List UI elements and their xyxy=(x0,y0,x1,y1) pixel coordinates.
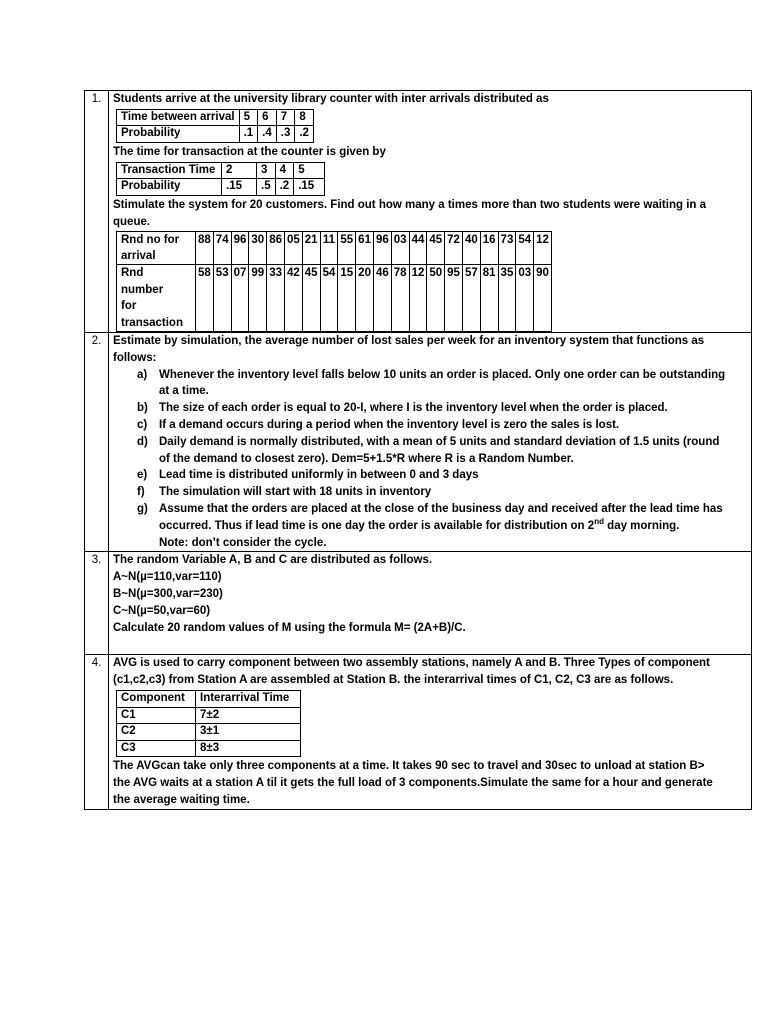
table-cell: 07 xyxy=(231,265,249,332)
table-cell: 3±1 xyxy=(196,724,301,741)
component-interarrival-table xyxy=(116,690,301,757)
table-cell: 8 xyxy=(295,109,314,126)
table-cell: 7 xyxy=(276,109,295,126)
table-row xyxy=(117,707,301,724)
table-cell: 5 xyxy=(294,162,325,179)
list-marker: f) xyxy=(137,486,145,499)
q1-task-line-1: Stimulate the system for 20 customers. Find out how many a times more than two students were waiting in a xyxy=(113,198,707,211)
table-cell: .2 xyxy=(295,126,314,143)
table-cell: 45 xyxy=(427,231,445,265)
list-text: day morning. xyxy=(603,519,680,532)
table-cell: .4 xyxy=(258,126,277,143)
list-text: Assume that the orders are placed at the close of the business day and received after the lead time has xyxy=(159,502,723,515)
table-cell: 5 xyxy=(239,109,258,126)
table-cell: 05 xyxy=(284,231,302,265)
table-cell: 73 xyxy=(498,231,516,265)
table-row xyxy=(117,690,301,707)
row-header-line: Rnd no for xyxy=(121,233,180,246)
table-row xyxy=(117,231,552,265)
q3-line: B~N(µ=300,var=230) xyxy=(113,587,223,600)
question-row-4 xyxy=(85,655,752,809)
row-header-line: transaction xyxy=(121,316,183,329)
table-cell: Probability xyxy=(117,126,240,143)
list-text: at a time. xyxy=(159,385,209,398)
table-cell: .1 xyxy=(239,126,258,143)
list-marker: d) xyxy=(137,435,148,448)
list-item xyxy=(113,400,745,417)
table-cell: 90 xyxy=(534,265,552,332)
list-marker: g) xyxy=(137,502,148,515)
table-cell: 42 xyxy=(284,265,302,332)
table-cell: 72 xyxy=(445,231,463,265)
list-item xyxy=(113,467,745,484)
list-text: Daily demand is normally distributed, with a mean of 5 units and standard deviation of 1.5 units (round xyxy=(159,435,720,448)
list-item xyxy=(113,501,745,551)
table-header: Component xyxy=(117,690,196,707)
table-cell: 58 xyxy=(196,265,214,332)
q3-line: A~N(µ=110,var=110) xyxy=(113,571,222,584)
row-header-line: for xyxy=(121,300,137,313)
q3-line: The random Variable A, B and C are distributed as follows. xyxy=(113,554,433,567)
table-cell: .5 xyxy=(257,179,276,196)
table-cell: 99 xyxy=(249,265,267,332)
table-cell: .15 xyxy=(294,179,325,196)
table-cell: .3 xyxy=(276,126,295,143)
table-cell: .15 xyxy=(222,179,257,196)
table-cell: C3 xyxy=(117,740,196,757)
q4-line: AVG is used to carry component between two assembly stations, namely A and B. Three Types of component xyxy=(113,657,710,670)
table-cell: 16 xyxy=(480,231,498,265)
table-cell: 53 xyxy=(213,265,231,332)
table-cell: 35 xyxy=(498,265,516,332)
q4-line: the average waiting time. xyxy=(113,793,250,806)
table-cell: Transaction Time xyxy=(117,162,222,179)
table-cell: C2 xyxy=(117,724,196,741)
q1-intro: Students arrive at the university library counter with inter arrivals distributed as xyxy=(113,93,549,105)
list-text: If a demand occurs during a period when the inventory level is zero the sales is lost. xyxy=(159,418,620,431)
list-marker: b) xyxy=(137,402,148,415)
list-text-with-superscript xyxy=(159,518,745,535)
list-text: Whenever the inventory level falls below 10 units an order is placed. Only one order can be outstanding xyxy=(159,368,726,381)
q4-line: The AVGcan take only three components at a time. It takes 90 sec to travel and 30sec to unload at station B> xyxy=(113,760,705,773)
table-cell: 6 xyxy=(258,109,277,126)
q3-line: Calculate 20 random values of M using the formula M= (2A+B)/C. xyxy=(113,621,466,634)
table-cell: 46 xyxy=(373,265,391,332)
q2-intro-line-2: follows: xyxy=(113,351,157,364)
question-row-1 xyxy=(85,91,752,333)
table-cell: 20 xyxy=(356,265,374,332)
table-cell: 03 xyxy=(516,265,534,332)
table-cell: 88 xyxy=(196,231,214,265)
list-item xyxy=(113,417,745,434)
row-header xyxy=(117,231,196,265)
table-cell: Probability xyxy=(117,179,222,196)
table-cell: 21 xyxy=(302,231,320,265)
table-row xyxy=(117,126,314,143)
question-1-content xyxy=(109,91,752,333)
table-row xyxy=(117,109,314,126)
question-2-content xyxy=(109,333,752,552)
table-cell: 33 xyxy=(267,265,285,332)
table-cell: 74 xyxy=(213,231,231,265)
question-number: 4. xyxy=(85,655,109,809)
table-cell: Time between arrival xyxy=(117,109,240,126)
q2-note: Note: don’t consider the cycle. xyxy=(159,536,327,549)
list-text: occurred. Thus if lead time is one day the order is available for distribution on 2 xyxy=(159,519,595,532)
q4-line: (c1,c2,c3) from Station A are assembled at Station B. the interarrival times of C1, C2, C3 are as follows. xyxy=(113,674,674,687)
table-cell: 78 xyxy=(391,265,409,332)
list-text: Lead time is distributed uniformly in between 0 and 3 days xyxy=(159,469,479,482)
table-row xyxy=(117,265,552,332)
table-cell: 95 xyxy=(445,265,463,332)
list-text: The simulation will start with 18 units in inventory xyxy=(159,486,432,499)
row-header-line: number xyxy=(121,283,164,296)
table-cell: 54 xyxy=(320,265,338,332)
q1-transaction-intro: The time for transaction at the counter is given by xyxy=(113,145,386,158)
question-number: 1. xyxy=(85,91,109,333)
table-row xyxy=(117,179,325,196)
table-cell: 2 xyxy=(222,162,257,179)
table-row xyxy=(117,162,325,179)
table-cell: .2 xyxy=(275,179,294,196)
arrival-distribution-table xyxy=(116,109,314,143)
list-item xyxy=(113,367,745,401)
table-cell: 03 xyxy=(391,231,409,265)
question-number: 2. xyxy=(85,333,109,552)
table-cell: 50 xyxy=(427,265,445,332)
table-row xyxy=(117,724,301,741)
table-cell: 7±2 xyxy=(196,707,301,724)
table-cell: 96 xyxy=(231,231,249,265)
q4-line: the AVG waits at a station A til it gets the full load of 3 components.Simulate the same for a hour and generate xyxy=(113,777,713,790)
question-table xyxy=(84,90,752,810)
list-item xyxy=(113,484,745,501)
table-cell: 30 xyxy=(249,231,267,265)
list-text: The size of each order is equal to 20-I, where I is the inventory level when the order is placed. xyxy=(159,402,668,415)
table-cell: 12 xyxy=(534,231,552,265)
table-header: Interarrival Time xyxy=(196,690,301,707)
q3-line: C~N(µ=50,var=60) xyxy=(113,604,211,617)
list-text: of the demand to closest zero). Dem=5+1.5*R where R is a Random Number. xyxy=(159,452,574,465)
table-cell: 57 xyxy=(462,265,480,332)
table-cell: 4 xyxy=(275,162,294,179)
table-cell: 44 xyxy=(409,231,427,265)
table-cell: 45 xyxy=(302,265,320,332)
q2-conditions-list xyxy=(113,367,745,552)
question-row-2 xyxy=(85,333,752,552)
list-marker: e) xyxy=(137,469,148,482)
random-number-table xyxy=(116,231,552,332)
table-cell: 11 xyxy=(320,231,338,265)
q1-task-line-2: queue. xyxy=(113,215,151,228)
row-header-line: Rnd xyxy=(121,267,144,280)
table-cell: C1 xyxy=(117,707,196,724)
list-marker: c) xyxy=(137,418,148,431)
table-cell: 61 xyxy=(356,231,374,265)
table-cell: 81 xyxy=(480,265,498,332)
table-cell: 12 xyxy=(409,265,427,332)
question-row-3 xyxy=(85,552,752,655)
question-number: 3. xyxy=(85,552,109,655)
list-marker: a) xyxy=(137,368,148,381)
question-4-content xyxy=(109,655,752,809)
table-cell: 96 xyxy=(373,231,391,265)
table-cell: 54 xyxy=(516,231,534,265)
transaction-distribution-table xyxy=(116,162,325,196)
table-row xyxy=(117,740,301,757)
row-header xyxy=(117,265,196,332)
table-cell: 3 xyxy=(257,162,276,179)
q2-intro-line-1: Estimate by simulation, the average number of lost sales per week for an inventory system that functions as xyxy=(113,335,705,347)
row-header-line: arrival xyxy=(121,249,156,262)
table-cell: 86 xyxy=(267,231,285,265)
list-item xyxy=(113,434,745,468)
table-cell: 40 xyxy=(462,231,480,265)
table-cell: 8±3 xyxy=(196,740,301,757)
ordinal-superscript: nd xyxy=(594,516,604,526)
table-cell: 15 xyxy=(338,265,356,332)
question-3-content xyxy=(109,552,752,655)
table-cell: 55 xyxy=(338,231,356,265)
